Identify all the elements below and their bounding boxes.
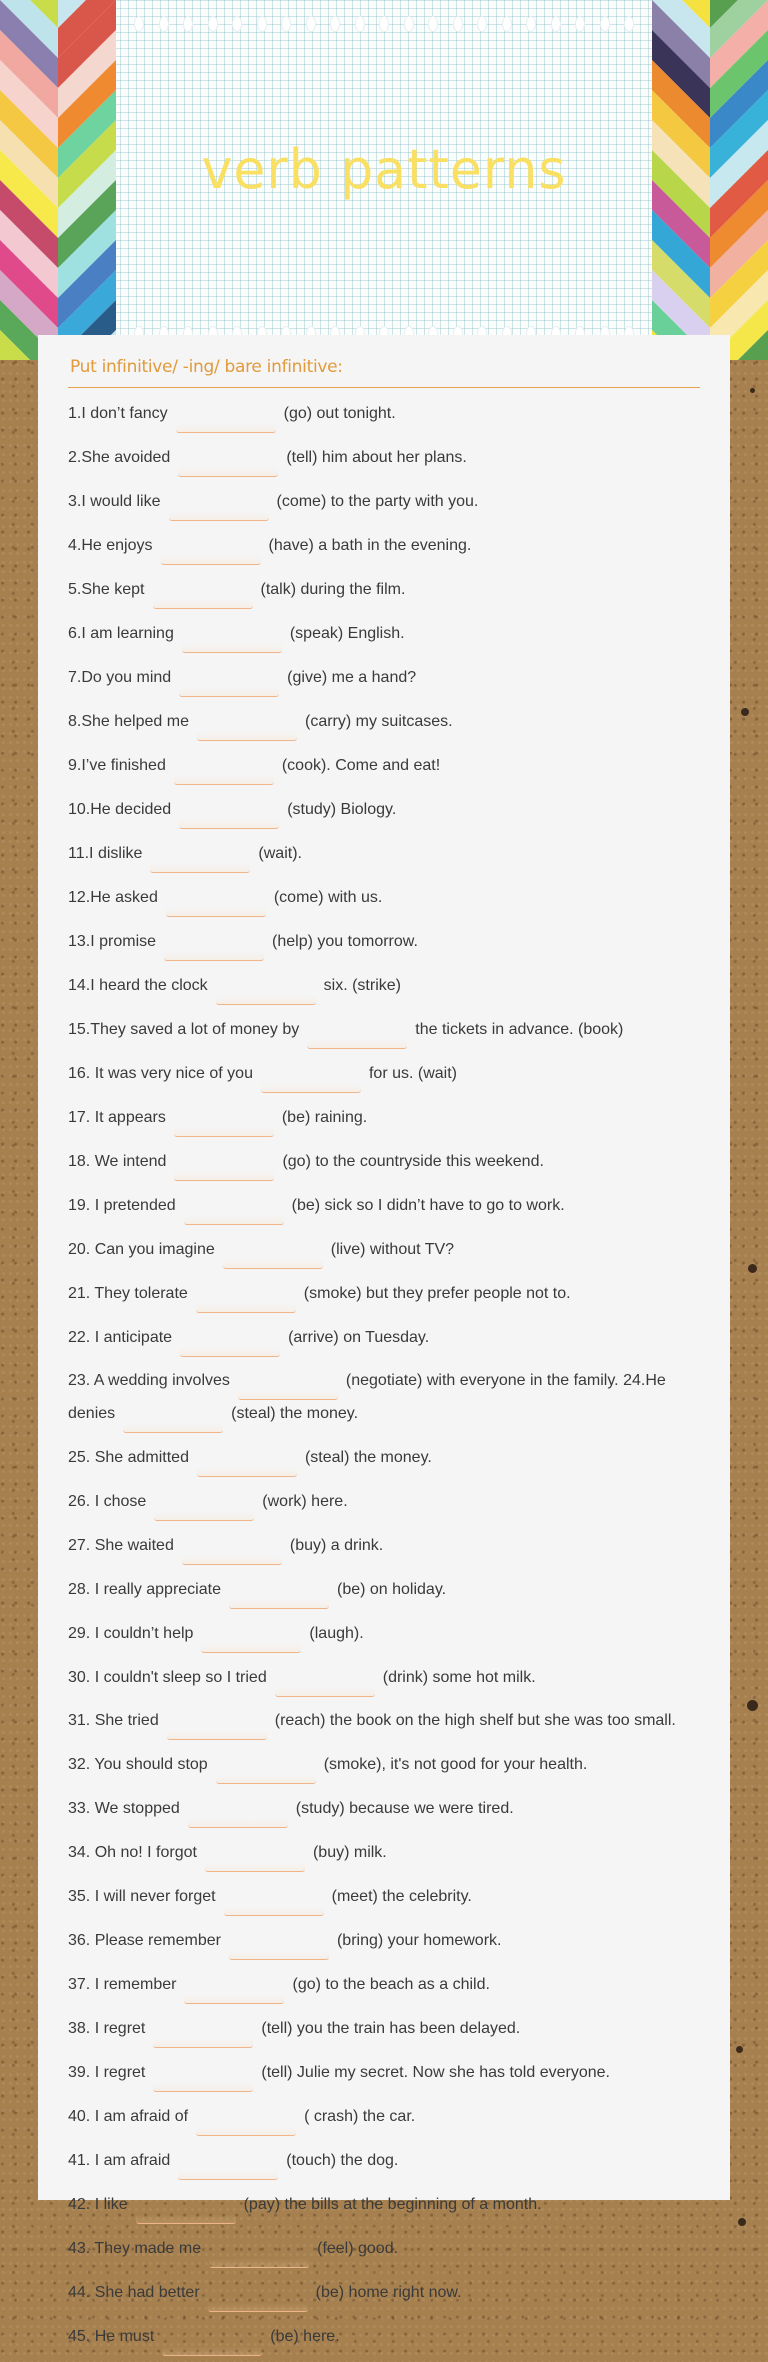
page-title: verb patterns	[201, 138, 567, 202]
exercise-hint: (speak) English.	[289, 625, 405, 642]
exercise-prompt: 36. Please remember	[68, 1932, 221, 1949]
exercise-item	[68, 2318, 700, 2362]
answer-input[interactable]	[196, 1291, 296, 1313]
exercise-prompt: 45. He must	[68, 2328, 155, 2345]
exercise-hint: (bring) your homework.	[336, 1932, 502, 1949]
exercise-hint: (smoke), it's not good for your health.	[323, 1756, 588, 1773]
exercise-list	[68, 395, 700, 2362]
exercise-hint: (go) to the countryside this weekend.	[282, 1153, 544, 1170]
answer-input[interactable]	[166, 895, 266, 917]
exercise-prompt: 14.I heard the clock	[68, 977, 208, 994]
answer-input[interactable]	[164, 939, 264, 961]
exercise-prompt: 13.I promise	[68, 933, 157, 950]
exercise-item	[68, 1099, 700, 1143]
exercise-hint: (pay) the bills at the beginning of a month.	[243, 2196, 542, 2213]
answer-input[interactable]	[261, 1071, 361, 1093]
exercise-prompt: 1.I don’t fancy	[68, 405, 168, 422]
answer-input[interactable]	[179, 675, 279, 697]
exercise-prompt: 21. They tolerate	[68, 1285, 188, 1302]
exercise-prompt: 32. You should stop	[68, 1756, 208, 1773]
exercise-item	[68, 1571, 700, 1615]
exercise-prompt: 25. She admitted	[68, 1449, 189, 1466]
exercise-item	[68, 1834, 700, 1878]
notebook-ring	[183, 16, 193, 32]
exercise-item	[68, 1187, 700, 1231]
exercise-hint: (arrive) on Tuesday.	[288, 1329, 430, 1346]
exercise-prompt: 9.I’ve finished	[68, 757, 166, 774]
exercise-prompt: 40. I am afraid of	[68, 2108, 189, 2125]
exercise-prompt: 29. I couldn’t help	[68, 1625, 194, 1642]
answer-input[interactable]	[229, 1587, 329, 1609]
exercise-hint: (steal) the money.	[231, 1405, 359, 1422]
answer-input[interactable]	[180, 1335, 280, 1357]
answer-input[interactable]	[188, 1806, 288, 1828]
answer-input[interactable]	[154, 1499, 254, 1521]
answer-input[interactable]	[208, 2290, 308, 2312]
exercise-item	[68, 527, 700, 571]
exercise-item	[68, 1615, 700, 1659]
answer-input[interactable]	[216, 983, 316, 1005]
notebook-ring	[281, 16, 291, 32]
exercise-hint: (tell) you the train has been delayed.	[261, 2020, 521, 2037]
exercise-prompt: 7.Do you mind	[68, 669, 172, 686]
exercise-item	[68, 2142, 700, 2186]
exercise-hint: (steal) the money.	[304, 1449, 432, 1466]
answer-input[interactable]	[205, 1850, 305, 1872]
answer-input[interactable]	[123, 1411, 223, 1433]
exercise-item	[68, 1143, 700, 1187]
exercise-hint: (smoke) but they prefer people not to.	[303, 1285, 571, 1302]
notebook-ring	[502, 16, 512, 32]
exercise-hint: (live) without TV?	[330, 1241, 455, 1258]
exercise-hint: (be) on holiday.	[336, 1581, 447, 1598]
answer-input[interactable]	[275, 1675, 375, 1697]
exercise-prompt: 35. I will never forget	[68, 1888, 216, 1905]
exercise-hint: (go) to the beach as a child.	[292, 1976, 490, 1993]
exercise-hint: (wait).	[258, 845, 302, 862]
background-speck	[750, 388, 755, 393]
notebook-ring	[624, 16, 634, 32]
exercise-hint: the tickets in advance. (book)	[415, 1021, 624, 1038]
notebook-ring	[379, 16, 389, 32]
exercise-prompt: 4.He enjoys	[68, 537, 153, 554]
exercise-item	[68, 835, 700, 879]
exercise-hint: (help) you tomorrow.	[272, 933, 418, 950]
exercise-hint: (laugh).	[309, 1625, 364, 1642]
exercise-item	[68, 747, 700, 791]
answer-input[interactable]	[197, 719, 297, 741]
exercise-hint: (come) to the party with you.	[276, 493, 479, 510]
exercise-item	[68, 439, 700, 483]
exercise-hint: for us. (wait)	[368, 1065, 457, 1082]
header-banner	[0, 0, 768, 360]
exercise-item	[68, 2274, 700, 2318]
notebook-ring	[257, 16, 267, 32]
exercise-item	[68, 2230, 700, 2274]
exercise-prompt: 12.He asked	[68, 889, 158, 906]
answer-input[interactable]	[161, 543, 261, 565]
answer-input[interactable]	[169, 499, 269, 521]
exercise-hint: ( crash) the car.	[304, 2108, 416, 2125]
exercise-item	[68, 1922, 700, 1966]
exercise-item	[68, 1363, 700, 1439]
exercise-prompt: 26. I chose	[68, 1493, 147, 1510]
notebook-ring	[355, 16, 365, 32]
background-speck	[741, 708, 749, 716]
exercise-hint: (talk) during the film.	[260, 581, 406, 598]
answer-input[interactable]	[153, 2070, 253, 2092]
exercise-item	[68, 923, 700, 967]
background-speck	[736, 2046, 743, 2053]
exercise-item	[68, 1966, 700, 2010]
notebook-ring	[330, 16, 340, 32]
exercise-prompt: 15.They saved a lot of money by	[68, 1021, 300, 1038]
exercise-item	[68, 2186, 700, 2230]
exercise-item	[68, 2098, 700, 2142]
exercise-hint: (be) sick so I didn’t have to go to work.	[291, 1197, 565, 1214]
exercise-prompt: 11.I dislike	[68, 845, 143, 862]
answer-input[interactable]	[184, 1203, 284, 1225]
exercise-item	[68, 1319, 700, 1363]
exercise-prompt: 5.She kept	[68, 581, 145, 598]
background-speck	[747, 1700, 758, 1711]
exercise-hint: (give) me a hand?	[287, 669, 417, 686]
notebook-ring	[208, 16, 218, 32]
exercise-prompt: 2.She avoided	[68, 449, 171, 466]
answer-input[interactable]	[179, 807, 279, 829]
exercise-prompt: 6.I am learning	[68, 625, 174, 642]
exercise-hint: (study) because we were tired.	[295, 1800, 514, 1817]
exercise-item	[68, 1275, 700, 1319]
exercise-prompt: 16. It was very nice of you	[68, 1065, 253, 1082]
exercise-item	[68, 615, 700, 659]
exercise-hint: (study) Biology.	[287, 801, 397, 818]
exercise-prompt: 18. We intend	[68, 1153, 167, 1170]
notebook-ring	[428, 16, 438, 32]
notebook-ring	[159, 16, 169, 32]
exercise-prompt: 34. Oh no! I forgot	[68, 1844, 197, 1861]
notebook-ring	[551, 16, 561, 32]
notebook-ring	[306, 16, 316, 32]
instructions-heading: Put infinitive/ -ing/ bare infinitive:	[68, 357, 700, 388]
answer-input[interactable]	[182, 631, 282, 653]
exercise-prompt: 20. Can you imagine	[68, 1241, 215, 1258]
exercise-item	[68, 1483, 700, 1527]
exercise-item	[68, 1703, 700, 1746]
exercise-item	[68, 1439, 700, 1483]
answer-input[interactable]	[224, 1894, 324, 1916]
answer-input[interactable]	[229, 1938, 329, 1960]
exercise-item	[68, 483, 700, 527]
answer-input[interactable]	[176, 411, 276, 433]
exercise-hint: (reach) the book on the high shelf but she was too small.	[274, 1712, 676, 1729]
exercise-item	[68, 967, 700, 1011]
exercise-prompt: 39. I regret	[68, 2064, 146, 2081]
answer-input[interactable]	[174, 763, 274, 785]
exercise-hint: (have) a bath in the evening.	[268, 537, 472, 554]
exercise-prompt: 3.I would like	[68, 493, 161, 510]
exercise-hint: (feel) good.	[317, 2240, 399, 2257]
exercise-hint: (cook). Come and eat!	[281, 757, 441, 774]
exercise-prompt: 44. She had better	[68, 2284, 200, 2301]
answer-input[interactable]	[178, 2158, 278, 2180]
notebook-ring	[232, 16, 242, 32]
exercise-hint: (negotiate) with everyone in the family.	[345, 1372, 619, 1389]
exercise-item	[68, 571, 700, 615]
answer-input[interactable]	[196, 2114, 296, 2136]
exercise-prompt: 42. I like	[68, 2196, 128, 2213]
exercise-prompt: 24.He denies	[68, 1372, 666, 1422]
exercise-hint: (meet) the celebrity.	[331, 1888, 472, 1905]
exercise-hint: (touch) the dog.	[286, 2152, 399, 2169]
exercise-item	[68, 791, 700, 835]
answer-input[interactable]	[153, 587, 253, 609]
exercise-hint: (buy) a drink.	[289, 1537, 384, 1554]
exercise-prompt: 38. I regret	[68, 2020, 146, 2037]
notebook-ring	[526, 16, 536, 32]
exercise-hint: six. (strike)	[323, 977, 401, 994]
exercise-prompt: 10.He decided	[68, 801, 172, 818]
exercise-prompt: 19. I pretended	[68, 1197, 176, 1214]
exercise-hint: (tell) him about her plans.	[286, 449, 467, 466]
exercise-prompt: 17. It appears	[68, 1109, 166, 1126]
exercise-hint: (buy) milk.	[312, 1844, 387, 1861]
exercise-item	[68, 1011, 700, 1055]
notebook-ring	[600, 16, 610, 32]
exercise-prompt: 37. I remember	[68, 1976, 177, 1993]
answer-input[interactable]	[153, 2026, 253, 2048]
answer-input[interactable]	[174, 1159, 274, 1181]
exercise-item	[68, 1790, 700, 1834]
notebook-ring	[404, 16, 414, 32]
answer-input[interactable]	[307, 1027, 407, 1049]
background-speck	[748, 1264, 757, 1273]
exercise-hint: (work) here.	[262, 1493, 348, 1510]
answer-input[interactable]	[182, 1543, 282, 1565]
exercise-hint: (tell) Julie my secret. Now she has told everyone.	[261, 2064, 610, 2081]
exercise-hint: (be) raining.	[281, 1109, 368, 1126]
exercise-prompt: 28. I really appreciate	[68, 1581, 221, 1598]
notebook-ring	[134, 16, 144, 32]
notebook-rings-top	[124, 16, 644, 34]
answer-input[interactable]	[184, 1982, 284, 2004]
exercise-hint: (come) with us.	[273, 889, 383, 906]
exercise-prompt: 30. I couldn't sleep so I tried	[68, 1669, 267, 1686]
answer-input[interactable]	[238, 1378, 338, 1400]
exercise-item	[68, 1659, 700, 1703]
answer-input[interactable]	[174, 1115, 274, 1137]
exercise-item	[68, 395, 700, 439]
exercise-item	[68, 703, 700, 747]
exercise-item	[68, 1878, 700, 1922]
notebook-ring	[453, 16, 463, 32]
exercise-item	[68, 879, 700, 923]
notebook-ring	[575, 16, 585, 32]
answer-input[interactable]	[167, 1718, 267, 1740]
answer-input[interactable]	[209, 2246, 309, 2268]
exercise-hint: (be) home right now.	[315, 2284, 462, 2301]
exercise-item	[68, 659, 700, 703]
background-speck	[738, 2218, 746, 2226]
exercise-prompt: 33. We stopped	[68, 1800, 180, 1817]
answer-input[interactable]	[162, 2334, 262, 2356]
answer-input[interactable]	[223, 1247, 323, 1269]
exercise-item	[68, 1055, 700, 1099]
exercise-hint: (drink) some hot milk.	[382, 1669, 536, 1686]
answer-input[interactable]	[150, 851, 250, 873]
exercise-item	[68, 1231, 700, 1275]
exercise-item	[68, 1746, 700, 1790]
answer-input[interactable]	[178, 455, 278, 477]
exercise-item	[68, 2054, 700, 2098]
answer-input[interactable]	[197, 1455, 297, 1477]
exercise-item	[68, 1527, 700, 1571]
exercise-hint: (go) out tonight.	[283, 405, 396, 422]
exercise-hint: (be) here.	[270, 2328, 340, 2345]
answer-input[interactable]	[136, 2202, 236, 2224]
answer-input[interactable]	[216, 1762, 316, 1784]
exercise-hint: (carry) my suitcases.	[304, 713, 453, 730]
exercise-prompt: 31. She tried	[68, 1712, 159, 1729]
exercise-prompt: 8.She helped me	[68, 713, 189, 730]
worksheet-card	[38, 335, 730, 2345]
exercise-prompt: 41. I am afraid	[68, 2152, 171, 2169]
answer-input[interactable]	[201, 1631, 301, 1653]
exercise-prompt: 43. They made me	[68, 2240, 202, 2257]
exercise-prompt: 23. A wedding involves	[68, 1372, 230, 1389]
notebook-ring	[477, 16, 487, 32]
exercise-prompt: 22. I anticipate	[68, 1329, 173, 1346]
exercise-prompt: 27. She waited	[68, 1537, 174, 1554]
exercise-item	[68, 2010, 700, 2054]
